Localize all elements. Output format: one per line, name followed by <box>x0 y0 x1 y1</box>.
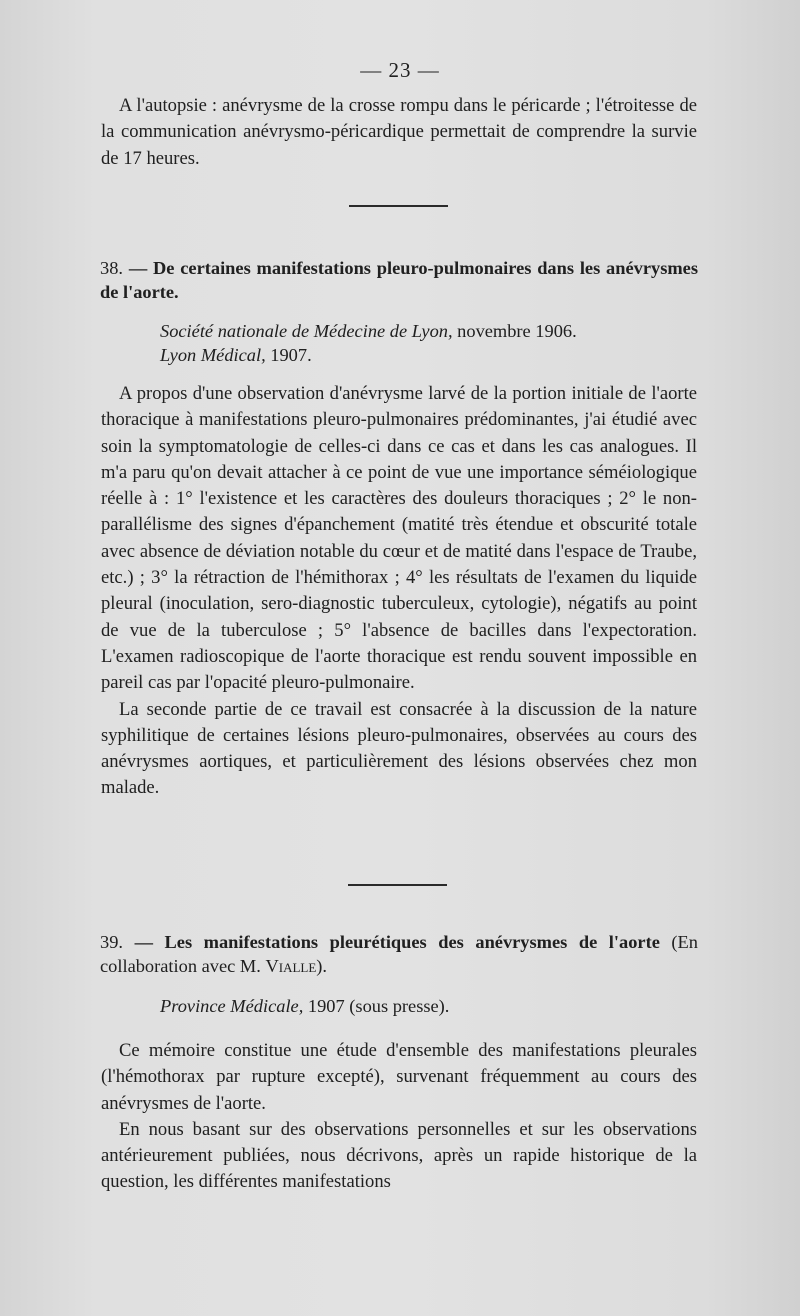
entry-38-number: 38. <box>100 258 123 278</box>
entry-39-date: 1907 (sous presse). <box>303 996 450 1016</box>
entry-38-source <box>160 319 700 367</box>
entry-38-journal-2: Lyon Médical, <box>160 345 266 365</box>
entry-38-paragraph-2: La seconde partie de ce travail est consacrée à la discussion de la nature syphilitique de certaines lésions pleuro-pulmonaires, observées au cours des anévrysmes aortiques, et particulièrement des lésions observées chez mon malade. <box>101 698 697 799</box>
entry-38-heading <box>100 256 698 304</box>
entry-38-source-line-1 <box>160 319 700 343</box>
entry-39-body <box>101 1038 697 1196</box>
entry-39-title: — Les manifestations pleurétiques des anévrysmes de l'aorte <box>134 932 660 952</box>
entry-39-collab-suffix: ). <box>316 956 328 976</box>
page-number: — 23 — <box>360 58 440 82</box>
entry-39-paragraph-1: Ce mémoire constitue une étude d'ensemble des manifestations pleurales (l'hémothorax par rupture excepté), survenant fréquemment au cours des anévrysmes de l'aorte. <box>101 1040 697 1114</box>
entry-38-source-line-2 <box>160 343 700 367</box>
intro-paragraph: A l'autopsie : anévrysme de la crosse rompu dans le péricarde ; l'étroitesse de la communication anévrysmo-péricardique permettait de comprendre la survie de 17 heures. <box>101 95 697 169</box>
entry-38-paragraph-1: A propos d'une observation d'anévrysme larvé de la portion initiale de l'aorte thoracique à manifestations pleuro-pulmonaires prédominantes, j'ai étudié avec soin la symptomatologie de celles-ci dans ce cas et dans les cas analogues. Il m'a paru qu'on devait attacher à ce point de vue une importance séméiologique réelle à : 1° l'existence et les caractères des douleurs thoraciques ; 2° le non-parallélisme des signes d'épanchement (matité très étendue et obscurité totale avec absence de déviation notable du cœur et de matité dans l'espace de Traube, etc.) ; 3° la rétraction de l'hémithorax ; 4° les résultats de l'examen du liquide pleural (inoculation, sero-diagnostic tuberculeux, cytologie), négatifs au point de vue de la tuberculose ; 5° l'absence de bacilles dans l'expectoration. L'examen radioscopique de l'aorte thoracique est rendu souvent impossible en pareil cas par l'opacité pleuro-pulmonaire. <box>101 383 697 694</box>
entry-39-collab-prefix: (En collaboration avec M. <box>100 932 698 976</box>
entry-38-title: — De certaines manifestations pleuro-pulmonaires dans les anévrysmes de l'aorte. <box>100 258 698 302</box>
entry-39-collab-name: Vialle <box>265 956 317 976</box>
entry-39-number: 39. <box>100 932 123 952</box>
entry-38-journal-1: Société nationale de Médecine de Lyon, <box>160 321 453 341</box>
entry-39-paragraph-2: En nous basant sur des observations personnelles et sur les observations antérieurement publiées, nous décrivons, après un rapide historique de la question, les différentes manifestations <box>101 1118 697 1193</box>
entry-39-source <box>160 994 700 1018</box>
section-divider <box>349 205 448 207</box>
entry-39-heading <box>100 930 698 978</box>
entry-38-date-2: 1907. <box>265 345 312 365</box>
entry-39-journal: Province Médicale, <box>160 996 304 1016</box>
section-divider <box>348 884 447 886</box>
entry-38-date-1: novembre 1906. <box>452 321 577 341</box>
entry-38-body <box>101 381 697 802</box>
intro-paragraph-block <box>101 93 697 172</box>
